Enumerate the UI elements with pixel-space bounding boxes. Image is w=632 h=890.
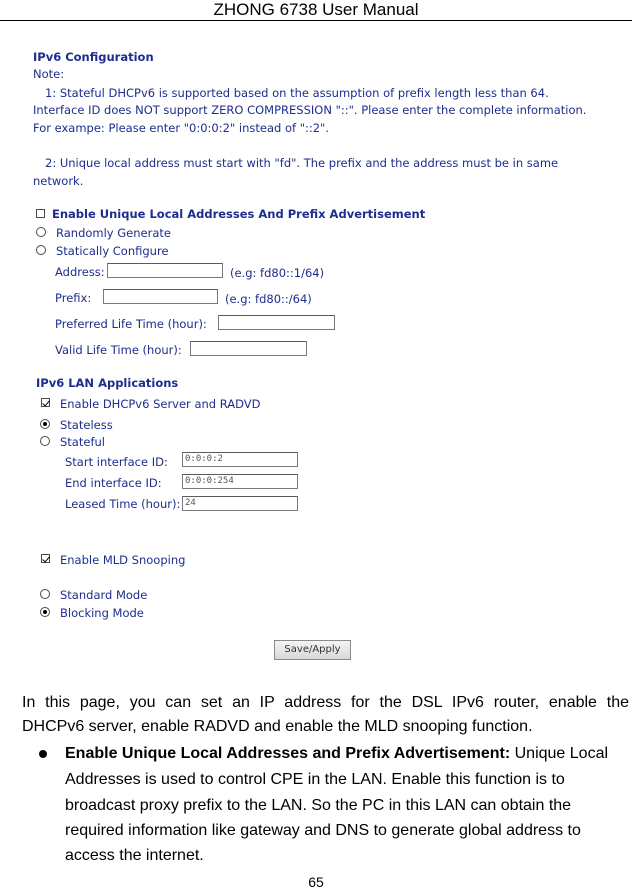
leased-time-label: Leased Time (hour): [65,497,181,511]
prefix-input[interactable] [103,289,218,304]
ula-static-radio[interactable] [36,245,46,255]
note-2-line2: network. [33,174,84,188]
blocking-mode-label: Blocking Mode [60,606,144,620]
prefix-label: Prefix: [55,291,92,305]
end-interface-input[interactable]: 0:0:0:254 [182,474,298,489]
bullet-line1-rest: Unique Local [510,745,609,762]
note-1: 1: Stateful DHCPv6 is supported based on the assumption of prefix length less than 64. [45,86,549,100]
page-header-title: ZHONG 6738 User Manual [213,0,419,19]
ula-enable-label: Enable Unique Local Addresses And Prefix Advertisement [52,207,426,221]
leased-time-input[interactable]: 24 [182,496,298,511]
start-interface-input[interactable]: 0:0:0:2 [182,452,298,467]
stateless-label: Stateless [60,418,113,432]
ula-random-label: Randomly Generate [56,226,171,240]
note-2: 2: Unique local address must start with "fd". The prefix and the address must be in same [45,156,559,170]
bullet-line3: broadcast proxy prefix to the LAN. So the PC in this LAN can obtain the [65,797,572,814]
prefix-hint: (e.g: fd80::/64) [225,292,312,306]
stateful-label: Stateful [60,435,105,449]
address-label: Address: [55,265,105,279]
address-input[interactable] [107,263,223,278]
ula-static-label: Statically Configure [56,244,169,258]
header-rule [0,20,632,21]
stateful-radio[interactable] [40,436,50,446]
bullet-line2: Addresses is used to control CPE in the LAN. Enable this function is to [65,771,565,788]
note-1-line3: For exampe: Please enter "0:0:0:2" instead of "::2". [33,121,329,135]
bullet-line5: access the internet. [65,847,204,864]
blocking-mode-radio[interactable] [40,607,50,617]
standard-mode-radio[interactable] [40,589,50,599]
bullet-icon [39,750,47,758]
mld-snooping-checkbox[interactable] [41,554,50,563]
note-label: Note: [33,67,65,81]
valid-lifetime-label: Valid Life Time (hour): [55,343,182,357]
ipv6-config-title: IPv6 Configuration [33,50,154,64]
preferred-lifetime-label: Preferred Life Time (hour): [55,317,207,331]
stateless-radio[interactable] [40,419,50,429]
dhcpv6-radvd-checkbox[interactable] [41,398,50,407]
ula-enable-checkbox[interactable] [36,209,45,218]
note-1-line2: Interface ID does NOT support ZERO COMPRESSION "::". Please enter the complete information. [33,103,587,117]
bullet-line4: required information like gateway and DNS to generate global address to [65,822,581,839]
dhcpv6-radvd-label: Enable DHCPv6 Server and RADVD [60,397,261,411]
end-interface-label: End interface ID: [65,476,162,490]
start-interface-label: Start interface ID: [65,455,168,469]
page-number: 65 [308,874,324,890]
bullet-line1 [65,743,608,765]
ula-random-radio[interactable] [36,227,46,237]
bullet-title: Enable Unique Local Addresses and Prefix Advertisement: [65,745,511,762]
lan-applications-title: IPv6 LAN Applications [36,376,179,390]
mld-snooping-label: Enable MLD Snooping [60,553,186,567]
save-apply-button[interactable]: Save/Apply [274,640,351,660]
intro-paragraph-line2: DHCPv6 server, enable RADVD and enable the MLD snooping function. [22,718,533,735]
valid-lifetime-input[interactable] [190,341,307,356]
preferred-lifetime-input[interactable] [218,315,335,330]
intro-paragraph-line1: In this page, you can set an IP address for the DSL IPv6 router, enable the [22,694,629,711]
standard-mode-label: Standard Mode [60,588,148,602]
address-hint: (e.g: fd80::1/64) [230,266,325,280]
